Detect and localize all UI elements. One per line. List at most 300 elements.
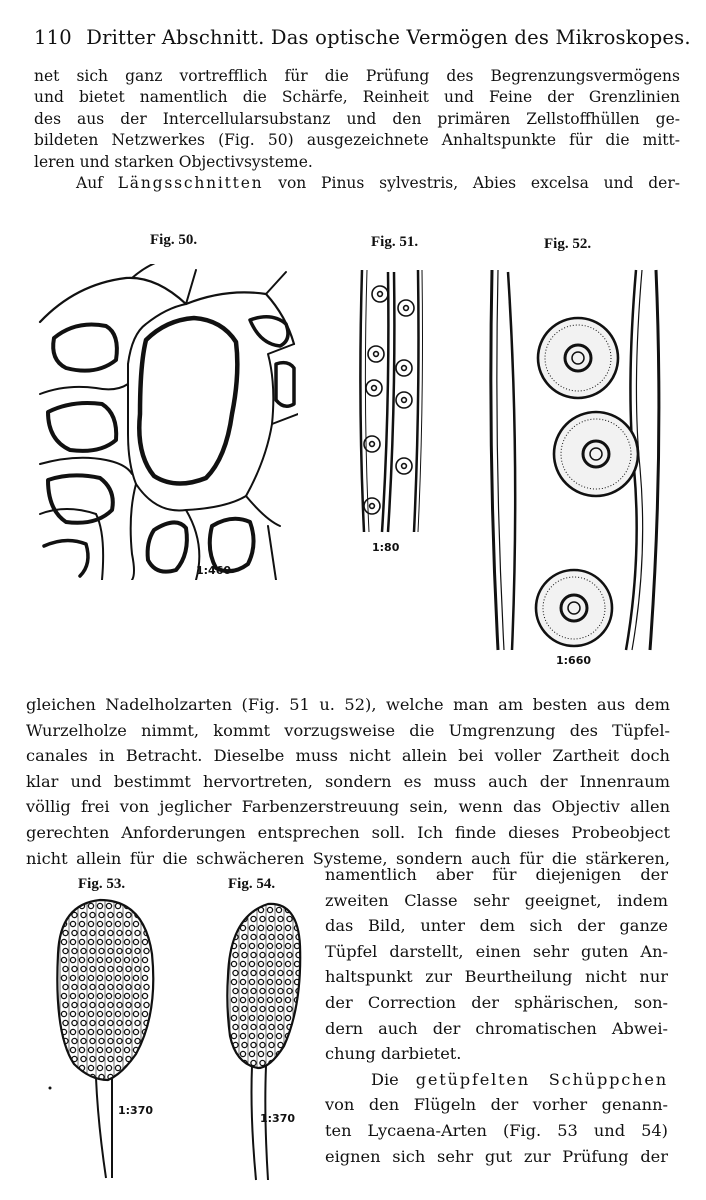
text-line: canales in Betracht. Dieselbe muss nicht allein bei voller Zartheit doch <box>26 746 670 766</box>
scale-dot <box>294 961 299 966</box>
scale-dot <box>135 1056 140 1061</box>
scale-dot <box>260 1042 265 1047</box>
scale-dot <box>260 970 265 975</box>
scale-dot <box>276 943 281 948</box>
scale-dot <box>135 930 140 935</box>
scale-dot <box>267 997 272 1002</box>
scale-dot <box>260 1024 265 1029</box>
scale-dot <box>63 948 68 953</box>
scale-dot <box>79 921 84 926</box>
scale-dot <box>115 993 120 998</box>
scale-dot <box>233 916 238 921</box>
fig53-wing-scale-illustration <box>40 894 166 1184</box>
scale-dot <box>124 1047 129 1052</box>
paragraph-middle <box>26 692 670 871</box>
scale-dot <box>117 1002 122 1007</box>
scale-dot <box>267 1015 272 1020</box>
scale-dot <box>63 1002 68 1007</box>
scale-dot <box>90 930 95 935</box>
scale-dot <box>117 930 122 935</box>
scale-dot <box>240 925 245 930</box>
text-line: bildeten Netzwerkes (Fig. 50) ausgezeichnete Anhaltspunkte für die mitt- <box>34 131 680 150</box>
text-fragment: Auf <box>76 174 118 193</box>
scale-dot <box>72 1020 77 1025</box>
scale-dot <box>99 948 104 953</box>
scale-dot <box>126 1038 131 1043</box>
scale-dot <box>231 907 236 912</box>
scale-dot <box>97 993 102 998</box>
scale-dot <box>260 916 265 921</box>
text-line: dern auch der chromatischen Abwei- <box>325 1018 668 1038</box>
scale-dot <box>117 948 122 953</box>
scale-dot <box>88 939 93 944</box>
scale-dot <box>258 1015 263 1020</box>
scale-dot <box>258 907 263 912</box>
scale-dot <box>106 1011 111 1016</box>
scale-dot <box>97 921 102 926</box>
scale-dot <box>135 1074 140 1079</box>
scale-dot <box>285 997 290 1002</box>
scale-dot <box>79 1047 84 1052</box>
scale-dot <box>144 1074 149 1079</box>
scale-dot <box>99 912 104 917</box>
text-line: gerechten Anforderungen entsprechen soll. Ich finde dieses Probeobject <box>26 822 670 842</box>
scale-dot <box>90 1002 95 1007</box>
scale-dot <box>79 939 84 944</box>
text-line: chung darbietet. <box>325 1044 462 1064</box>
scale-dot <box>63 966 68 971</box>
scale-dot <box>240 997 245 1002</box>
scale-dot <box>276 979 281 984</box>
scale-dot <box>231 1015 236 1020</box>
scale-dot <box>278 970 283 975</box>
scale-dot <box>278 916 283 921</box>
text-line: und bietet namentlich die Schärfe, Reinheit und Feine der Grenzlinien <box>34 88 680 107</box>
scale-dot <box>126 966 131 971</box>
scale-dot <box>287 1060 292 1065</box>
scale-dot <box>124 957 129 962</box>
page-header <box>34 26 691 49</box>
scale-dot <box>117 984 122 989</box>
spaced-emphasis: getüpfelten Schüppchen <box>415 1069 668 1089</box>
scale-dot <box>285 1051 290 1056</box>
scale-dot <box>72 984 77 989</box>
text-line: Tüpfel darstellt, einen sehr guten An- <box>325 941 668 961</box>
spaced-emphasis: Längsschnitten <box>117 174 264 193</box>
text-line: net sich ganz vortrefflich für die Prüfung des Begrenzungsvermögens <box>34 67 680 85</box>
scale-dot <box>90 1056 95 1061</box>
scale-dot <box>81 1002 86 1007</box>
scale-dot <box>233 1024 238 1029</box>
scale-dot <box>81 912 86 917</box>
scale-dot <box>106 993 111 998</box>
fig52-bordered-pit-illustration <box>486 268 664 652</box>
scale-dot <box>267 961 272 966</box>
scale-dot <box>258 1033 263 1038</box>
scale-dot <box>117 1056 122 1061</box>
scale-dot <box>269 1024 274 1029</box>
fig52-scale: 1:660 <box>556 654 592 667</box>
scale-dot <box>231 979 236 984</box>
scale-dot <box>287 952 292 957</box>
scale-dot <box>90 1020 95 1025</box>
scale-dot <box>278 1006 283 1011</box>
scale-dot <box>249 961 254 966</box>
scale-dot <box>294 1015 299 1020</box>
scale-dot <box>278 1024 283 1029</box>
scale-dot <box>99 1002 104 1007</box>
scale-dot <box>81 1056 86 1061</box>
scale-dot <box>249 943 254 948</box>
scale-dot <box>70 921 75 926</box>
scale-dot <box>240 1051 245 1056</box>
scale-dot <box>287 916 292 921</box>
scale-dot <box>267 907 272 912</box>
scale-dot <box>90 984 95 989</box>
scale-dot <box>269 988 274 993</box>
scale-dot <box>133 921 138 926</box>
text-line: Wurzelholze nimmt, kommt vorzugsweise die Umgrenzung des Tüpfel- <box>26 720 670 740</box>
scale-dot <box>260 1060 265 1065</box>
scale-dot <box>240 961 245 966</box>
scale-dot <box>249 1033 254 1038</box>
scale-dot <box>72 1002 77 1007</box>
scale-dot <box>267 943 272 948</box>
scale-dot <box>72 966 77 971</box>
scale-dot <box>115 939 120 944</box>
scale-dot <box>142 1011 147 1016</box>
scale-dot <box>285 979 290 984</box>
scale-dot <box>249 925 254 930</box>
scale-dot <box>79 993 84 998</box>
scale-dot <box>294 907 299 912</box>
scale-dot <box>63 1074 68 1079</box>
scale-dot <box>240 907 245 912</box>
scale-dot <box>258 997 263 1002</box>
scale-dot <box>242 952 247 957</box>
fig51-caption: Fig. 51. <box>371 234 419 250</box>
scale-dot <box>269 970 274 975</box>
text-line: klar und bestimmt hervortreten, sondern es muss auch der Innenraum <box>26 771 670 791</box>
scale-dot <box>108 948 113 953</box>
scale-dot <box>90 912 95 917</box>
scale-dot <box>296 916 301 921</box>
scale-dot <box>231 925 236 930</box>
text-line: ten Lycaena-Arten (Fig. 53 und 54) <box>325 1120 668 1140</box>
scale-dot <box>251 970 256 975</box>
scale-dot <box>72 1074 77 1079</box>
scale-dot <box>133 957 138 962</box>
scale-dot <box>70 1029 75 1034</box>
scale-dot <box>115 1047 120 1052</box>
scale-dot <box>81 930 86 935</box>
scale-dot <box>124 975 129 980</box>
text-line: leren und starken Objectivsysteme. <box>34 152 313 171</box>
scale-dot <box>97 957 102 962</box>
scale-dot <box>296 1024 301 1029</box>
scale-dot <box>70 993 75 998</box>
page-number: 110 <box>34 26 72 49</box>
scale-dot <box>106 957 111 962</box>
paragraph-right-column <box>325 862 668 1169</box>
scale-dot <box>260 952 265 957</box>
scale-dot <box>276 1015 281 1020</box>
scale-dot <box>242 988 247 993</box>
scale-dot <box>242 970 247 975</box>
scale-dot <box>278 988 283 993</box>
scale-dot <box>249 1015 254 1020</box>
scale-dot <box>108 1020 113 1025</box>
scale-dot <box>106 939 111 944</box>
scale-dot <box>115 903 120 908</box>
scale-dot <box>115 975 120 980</box>
scale-dot <box>126 984 131 989</box>
scale-dot <box>135 966 140 971</box>
scale-dot <box>72 1038 77 1043</box>
scale-dot <box>251 1060 256 1065</box>
scale-dot <box>233 952 238 957</box>
scale-dot <box>63 930 68 935</box>
text-line: der Correction der sphärischen, son- <box>325 992 668 1012</box>
scale-dot <box>124 939 129 944</box>
text-line: namentlich aber für diejenigen der <box>325 865 668 884</box>
scale-dot <box>126 948 131 953</box>
scale-dot <box>99 1038 104 1043</box>
scale-dot <box>249 979 254 984</box>
scale-dot <box>269 916 274 921</box>
scale-dot <box>97 903 102 908</box>
scale-dot <box>240 1033 245 1038</box>
fig52-caption: Fig. 52. <box>544 236 592 252</box>
scale-dot <box>63 1020 68 1025</box>
scale-dot <box>106 921 111 926</box>
scale-dot <box>70 903 75 908</box>
scale-dot <box>115 1065 120 1070</box>
scale-dot <box>135 1038 140 1043</box>
scale-dot <box>249 1051 254 1056</box>
scale-dot <box>108 1002 113 1007</box>
scale-dot <box>99 1056 104 1061</box>
text-line: haltspunkt zur Beurtheilung nicht nur <box>325 967 668 987</box>
scale-dot <box>260 988 265 993</box>
scale-dot <box>260 934 265 939</box>
scale-dot <box>258 1051 263 1056</box>
text-line: eignen sich sehr gut zur Prüfung der <box>325 1146 668 1166</box>
scale-dot <box>142 975 147 980</box>
scale-dot <box>240 979 245 984</box>
text-line <box>325 1067 668 1093</box>
scale-dot <box>124 993 129 998</box>
scale-dot <box>285 1015 290 1020</box>
scale-dot <box>97 1029 102 1034</box>
fig51-scale: 1:80 <box>372 541 400 554</box>
scale-dot <box>269 934 274 939</box>
scale-dot <box>108 1056 113 1061</box>
scale-dot <box>124 921 129 926</box>
scale-dot <box>79 1011 84 1016</box>
scale-dot <box>251 1042 256 1047</box>
scale-dot <box>133 993 138 998</box>
scale-dot <box>267 925 272 930</box>
scale-dot <box>285 925 290 930</box>
scale-dot <box>81 1038 86 1043</box>
scale-dot <box>126 930 131 935</box>
scale-dot <box>144 1002 149 1007</box>
fig51-tracheid-illustration <box>354 266 426 536</box>
scale-dot <box>294 1033 299 1038</box>
scale-dot <box>135 1020 140 1025</box>
scale-dot <box>88 1011 93 1016</box>
text-fragment: Die <box>371 1069 416 1089</box>
scale-dot <box>63 1056 68 1061</box>
scale-dot <box>61 1011 66 1016</box>
scale-dot <box>135 948 140 953</box>
scale-dot <box>233 988 238 993</box>
fig54-scale: 1:370 <box>260 1112 296 1125</box>
scale-dot <box>142 1047 147 1052</box>
scale-dot <box>97 1047 102 1052</box>
text-line <box>34 173 680 194</box>
scale-dot <box>276 925 281 930</box>
scale-dot <box>144 1056 149 1061</box>
scale-dot <box>251 988 256 993</box>
scale-dot <box>70 1011 75 1016</box>
scale-dot <box>285 961 290 966</box>
scale-dot <box>142 993 147 998</box>
scale-dot <box>233 1006 238 1011</box>
scale-dot <box>117 912 122 917</box>
scale-dot <box>126 1074 131 1079</box>
scale-dot <box>126 1002 131 1007</box>
text-line: des aus der Intercellularsubstanz und den primären Zellstoffhüllen ge- <box>34 109 680 128</box>
scale-dot <box>251 1006 256 1011</box>
fig53-scale: 1:370 <box>118 1104 154 1117</box>
scale-dot <box>269 1006 274 1011</box>
scale-dot <box>242 934 247 939</box>
scale-dot <box>242 1042 247 1047</box>
scale-dot <box>81 984 86 989</box>
scale-dot <box>240 1015 245 1020</box>
scale-dot <box>61 939 66 944</box>
fig50-caption: Fig. 50. <box>150 232 198 248</box>
scale-dot <box>70 957 75 962</box>
scale-dot <box>258 979 263 984</box>
scale-dot <box>106 903 111 908</box>
scale-dot <box>61 957 66 962</box>
scale-dot <box>251 916 256 921</box>
scale-dot <box>276 961 281 966</box>
scale-dot <box>251 934 256 939</box>
scale-dot <box>144 948 149 953</box>
scale-dot <box>99 984 104 989</box>
fig50-scale: 1:460 <box>196 564 232 577</box>
scale-dot <box>133 903 138 908</box>
scale-dot <box>79 975 84 980</box>
scale-dot <box>258 961 263 966</box>
scale-dot <box>108 966 113 971</box>
scale-dot <box>144 1038 149 1043</box>
scale-dot <box>231 997 236 1002</box>
scale-dot <box>233 970 238 975</box>
scale-dot <box>133 975 138 980</box>
scale-dot <box>90 948 95 953</box>
scale-dot <box>231 1033 236 1038</box>
scale-dot <box>287 970 292 975</box>
scale-dot <box>117 1038 122 1043</box>
fig53-caption: Fig. 53. <box>78 876 126 892</box>
text-line: völlig frei von jeglicher Farbenzerstreuung sein, wenn das Objectiv allen <box>26 797 670 817</box>
scale-dot <box>276 1033 281 1038</box>
scale-dot <box>267 1033 272 1038</box>
scale-dot <box>278 934 283 939</box>
scale-dot <box>296 1060 301 1065</box>
text-line: das Bild, unter dem sich der ganze <box>325 916 668 936</box>
scale-dot <box>72 930 77 935</box>
scale-dot <box>63 984 68 989</box>
scale-dot <box>97 1011 102 1016</box>
scale-dot <box>61 975 66 980</box>
scale-dot <box>61 993 66 998</box>
scale-dot <box>240 943 245 948</box>
scale-dot <box>231 961 236 966</box>
scale-dot <box>126 1020 131 1025</box>
scale-dot <box>287 1006 292 1011</box>
scale-dot <box>269 1042 274 1047</box>
scale-dot <box>267 979 272 984</box>
scale-dot <box>88 975 93 980</box>
text-line: von den Flügeln der vorher genann- <box>325 1095 668 1115</box>
scale-dot <box>258 943 263 948</box>
running-title: Dritter Abschnitt. Das optische Vermögen des Mikroskopes. <box>86 26 691 49</box>
fig54-wing-scale-illustration <box>218 896 310 1186</box>
scale-dot <box>88 1065 93 1070</box>
scale-dot <box>106 1047 111 1052</box>
scale-dot <box>70 975 75 980</box>
paragraph-top <box>34 66 680 194</box>
scale-dot <box>251 952 256 957</box>
text-line: gleichen Nadelholzarten (Fig. 51 u. 52), welche man am besten aus dem <box>26 695 670 714</box>
scale-dot <box>142 957 147 962</box>
scale-dot <box>267 1051 272 1056</box>
scale-dot <box>70 1047 75 1052</box>
scale-dot <box>276 907 281 912</box>
scale-dot <box>133 1011 138 1016</box>
scale-dot <box>88 957 93 962</box>
scale-dot <box>81 1020 86 1025</box>
text-line: zweiten Classe sehr geeignet, indem <box>325 890 668 910</box>
scale-dot <box>287 1042 292 1047</box>
scale-dot <box>117 1020 122 1025</box>
scale-dot <box>287 988 292 993</box>
scale-dot <box>126 912 131 917</box>
scale-dot <box>233 1060 238 1065</box>
scale-dot <box>278 952 283 957</box>
scale-dot <box>135 1002 140 1007</box>
scale-dot <box>242 1006 247 1011</box>
scale-dot <box>135 984 140 989</box>
scale-dot <box>133 939 138 944</box>
scale-dot <box>90 1038 95 1043</box>
scale-dot <box>278 1060 283 1065</box>
scale-dot <box>142 903 147 908</box>
scale-dot <box>81 966 86 971</box>
scale-dot <box>88 1029 93 1034</box>
scale-dot <box>88 921 93 926</box>
scale-dot <box>88 1047 93 1052</box>
scale-dot <box>117 966 122 971</box>
scale-dot <box>144 984 149 989</box>
scale-dot <box>115 1011 120 1016</box>
